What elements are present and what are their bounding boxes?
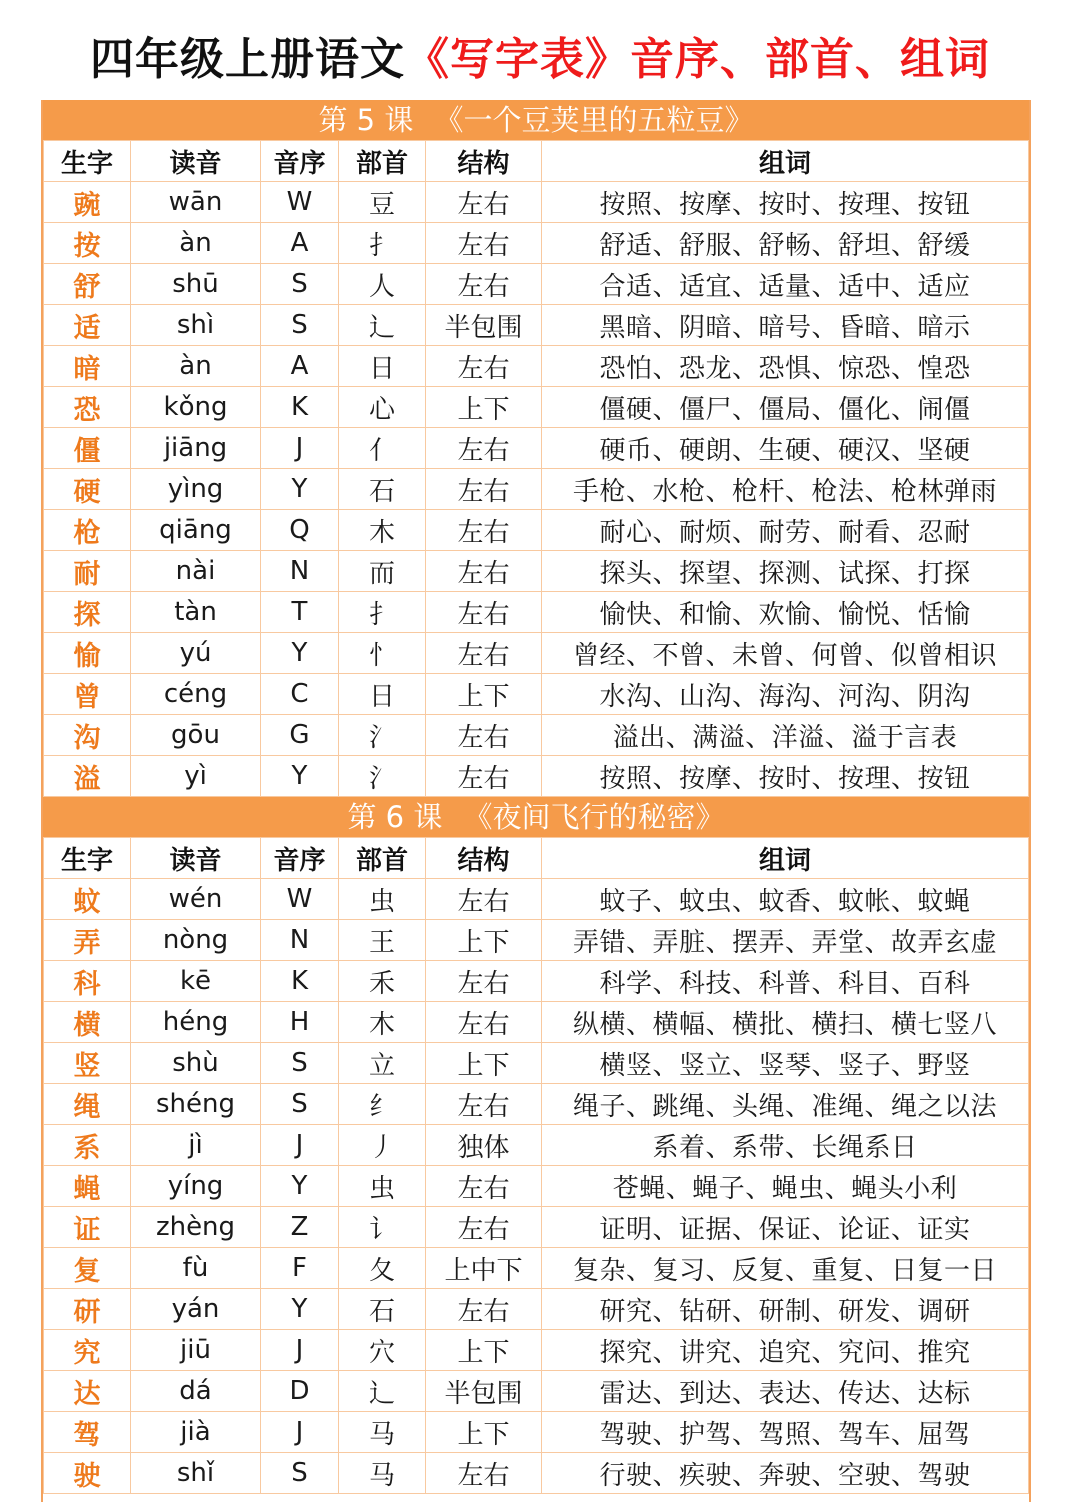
radical-cell: 石 (339, 1289, 426, 1330)
table-row (44, 346, 1029, 387)
table-row (44, 592, 1029, 633)
words-cell: 耐心、耐烦、耐劳、耐看、忍耐 (542, 510, 1029, 551)
table-row (44, 510, 1029, 551)
table-row (44, 1330, 1029, 1371)
initial-cell: S (261, 264, 339, 305)
initial-cell: D (261, 1371, 339, 1412)
words-cell: 弄错、弄脏、摆弄、弄堂、故弄玄虚 (542, 920, 1029, 961)
header-pinyin: 读音 (131, 141, 261, 182)
lesson-6-rows (44, 879, 1029, 1494)
structure-cell: 左右 (426, 1166, 542, 1207)
char-cell: 究 (44, 1330, 131, 1371)
pinyin-cell: shì (131, 305, 261, 346)
pinyin-cell: àn (131, 346, 261, 387)
table-row (44, 469, 1029, 510)
table-row (44, 1207, 1029, 1248)
lesson-5-table (43, 140, 1029, 797)
words-cell: 苍蝇、蝇子、蝇虫、蝇头小利 (542, 1166, 1029, 1207)
structure-cell: 左右 (426, 1084, 542, 1125)
char-cell: 枪 (44, 510, 131, 551)
words-cell: 复杂、复习、反复、重复、日复一日 (542, 1248, 1029, 1289)
pinyin-cell: qiāng (131, 510, 261, 551)
words-cell: 硬币、硬朗、生硬、硬汉、坚硬 (542, 428, 1029, 469)
radical-cell: 扌 (339, 592, 426, 633)
header-radical: 部首 (339, 838, 426, 879)
initial-cell: A (261, 346, 339, 387)
table-row (44, 387, 1029, 428)
words-cell: 愉快、和愉、欢愉、愉悦、恬愉 (542, 592, 1029, 633)
char-cell: 按 (44, 223, 131, 264)
structure-cell: 左右 (426, 346, 542, 387)
words-cell: 水沟、山沟、海沟、河沟、阴沟 (542, 674, 1029, 715)
pinyin-cell: yíng (131, 1166, 261, 1207)
char-cell: 横 (44, 1002, 131, 1043)
char-cell: 蚊 (44, 879, 131, 920)
radical-cell: 禾 (339, 961, 426, 1002)
words-cell: 证明、证据、保证、论证、证实 (542, 1207, 1029, 1248)
initial-cell: T (261, 592, 339, 633)
table-row (44, 1371, 1029, 1412)
pinyin-cell: gōu (131, 715, 261, 756)
structure-cell: 半包围 (426, 1371, 542, 1412)
table-row (44, 182, 1029, 223)
pinyin-cell: céng (131, 674, 261, 715)
char-cell: 耐 (44, 551, 131, 592)
radical-cell: 丿 (339, 1125, 426, 1166)
header-radical: 部首 (339, 141, 426, 182)
title-subject: 《写字表》音序、部首、组词 (405, 34, 990, 85)
words-cell: 系着、系带、长绳系日 (542, 1125, 1029, 1166)
lesson-number: 第 6 课 (347, 800, 443, 834)
header-initial: 音序 (261, 141, 339, 182)
char-cell: 适 (44, 305, 131, 346)
radical-cell: 讠 (339, 1207, 426, 1248)
pinyin-cell: tàn (131, 592, 261, 633)
pinyin-cell: yú (131, 633, 261, 674)
initial-cell: J (261, 1330, 339, 1371)
lesson-text-title: 《一个豆荚里的五粒豆》 (434, 103, 754, 137)
pinyin-cell: wén (131, 879, 261, 920)
header-structure: 结构 (426, 141, 542, 182)
words-cell: 黑暗、阴暗、暗号、昏暗、暗示 (542, 305, 1029, 346)
pinyin-cell: yán (131, 1289, 261, 1330)
initial-cell: H (261, 1002, 339, 1043)
words-cell: 科学、科技、科普、科目、百科 (542, 961, 1029, 1002)
structure-cell: 左右 (426, 1289, 542, 1330)
radical-cell: 心 (339, 387, 426, 428)
initial-cell: N (261, 920, 339, 961)
table-row (44, 223, 1029, 264)
structure-cell: 上下 (426, 387, 542, 428)
pinyin-cell: kē (131, 961, 261, 1002)
char-cell: 弄 (44, 920, 131, 961)
table-row (44, 1412, 1029, 1453)
pinyin-cell: wān (131, 182, 261, 223)
pinyin-cell: héng (131, 1002, 261, 1043)
words-cell: 恐怕、恐龙、恐惧、惊恐、惶恐 (542, 346, 1029, 387)
char-cell: 驾 (44, 1412, 131, 1453)
initial-cell: F (261, 1248, 339, 1289)
initial-cell: W (261, 879, 339, 920)
radical-cell: 马 (339, 1412, 426, 1453)
radical-cell: 穴 (339, 1330, 426, 1371)
pinyin-cell: yìng (131, 469, 261, 510)
initial-cell: C (261, 674, 339, 715)
pinyin-cell: jì (131, 1125, 261, 1166)
pinyin-cell: zhèng (131, 1207, 261, 1248)
table-row (44, 715, 1029, 756)
table-row (44, 551, 1029, 592)
char-cell: 证 (44, 1207, 131, 1248)
table-row (44, 305, 1029, 346)
lesson-number: 第 5 课 (318, 103, 414, 137)
lesson-text-title: 《夜间飞行的秘密》 (463, 800, 725, 834)
pinyin-cell: shǐ (131, 1453, 261, 1494)
pinyin-cell: shéng (131, 1084, 261, 1125)
header-char: 生字 (44, 141, 131, 182)
lesson-6-header (43, 797, 1029, 837)
structure-cell: 左右 (426, 428, 542, 469)
table-row (44, 1125, 1029, 1166)
structure-cell: 左右 (426, 1207, 542, 1248)
initial-cell: S (261, 1043, 339, 1084)
pinyin-cell: fù (131, 1248, 261, 1289)
words-cell: 溢出、满溢、洋溢、溢于言表 (542, 715, 1029, 756)
pinyin-cell: àn (131, 223, 261, 264)
radical-cell: 亻 (339, 428, 426, 469)
radical-cell: 氵 (339, 715, 426, 756)
radical-cell: 马 (339, 1453, 426, 1494)
table-row (44, 920, 1029, 961)
pinyin-cell: shū (131, 264, 261, 305)
initial-cell: N (261, 551, 339, 592)
lesson-6-table (43, 837, 1029, 1494)
pinyin-cell: kǒng (131, 387, 261, 428)
char-cell: 暗 (44, 346, 131, 387)
radical-cell: 立 (339, 1043, 426, 1084)
header-words: 组词 (542, 141, 1029, 182)
initial-cell: Y (261, 1289, 339, 1330)
char-cell: 沟 (44, 715, 131, 756)
structure-cell: 左右 (426, 551, 542, 592)
structure-cell: 左右 (426, 633, 542, 674)
table-row (44, 1166, 1029, 1207)
char-cell: 复 (44, 1248, 131, 1289)
pinyin-cell: nài (131, 551, 261, 592)
table-row (44, 428, 1029, 469)
initial-cell: G (261, 715, 339, 756)
radical-cell: 石 (339, 469, 426, 510)
initial-cell: J (261, 428, 339, 469)
radical-cell: 而 (339, 551, 426, 592)
structure-cell: 左右 (426, 510, 542, 551)
initial-cell: J (261, 1125, 339, 1166)
words-cell: 纵横、横幅、横批、横扫、横七竖八 (542, 1002, 1029, 1043)
pinyin-cell: jià (131, 1412, 261, 1453)
structure-cell: 上中下 (426, 1248, 542, 1289)
pinyin-cell: dá (131, 1371, 261, 1412)
header-char: 生字 (44, 838, 131, 879)
pinyin-cell: nòng (131, 920, 261, 961)
initial-cell: Q (261, 510, 339, 551)
title-grade: 四年级上册语文 (90, 34, 405, 85)
page-title (0, 28, 1080, 92)
radical-cell: 扌 (339, 223, 426, 264)
initial-cell: S (261, 1084, 339, 1125)
structure-cell: 上下 (426, 1330, 542, 1371)
radical-cell: 辶 (339, 305, 426, 346)
radical-cell: 日 (339, 674, 426, 715)
char-cell: 绳 (44, 1084, 131, 1125)
initial-cell: Y (261, 633, 339, 674)
initial-cell: S (261, 305, 339, 346)
table-row (44, 1289, 1029, 1330)
structure-cell: 左右 (426, 1002, 542, 1043)
words-cell: 按照、按摩、按时、按理、按钮 (542, 756, 1029, 797)
initial-cell: Y (261, 756, 339, 797)
char-cell: 硬 (44, 469, 131, 510)
table-row (44, 756, 1029, 797)
column-header-row (44, 838, 1029, 879)
words-cell: 僵硬、僵尸、僵局、僵化、闹僵 (542, 387, 1029, 428)
char-cell: 竖 (44, 1043, 131, 1084)
radical-cell: 人 (339, 264, 426, 305)
radical-cell: 木 (339, 1002, 426, 1043)
radical-cell: 虫 (339, 1166, 426, 1207)
words-cell: 手枪、水枪、枪杆、枪法、枪林弹雨 (542, 469, 1029, 510)
initial-cell: A (261, 223, 339, 264)
radical-cell: 忄 (339, 633, 426, 674)
lesson-5-header (43, 100, 1029, 140)
pinyin-cell: jiāng (131, 428, 261, 469)
table-row (44, 633, 1029, 674)
pinyin-cell: yì (131, 756, 261, 797)
words-cell: 蚊子、蚊虫、蚊香、蚊帐、蚊蝇 (542, 879, 1029, 920)
column-header-row (44, 141, 1029, 182)
words-cell: 舒适、舒服、舒畅、舒坦、舒缓 (542, 223, 1029, 264)
table-row (44, 1043, 1029, 1084)
word-table-sheet (41, 100, 1031, 1502)
table-row (44, 674, 1029, 715)
initial-cell: Y (261, 469, 339, 510)
table-row (44, 1248, 1029, 1289)
table-row (44, 961, 1029, 1002)
char-cell: 达 (44, 1371, 131, 1412)
radical-cell: 日 (339, 346, 426, 387)
words-cell: 横竖、竖立、竖琴、竖子、野竖 (542, 1043, 1029, 1084)
structure-cell: 左右 (426, 756, 542, 797)
char-cell: 探 (44, 592, 131, 633)
words-cell: 绳子、跳绳、头绳、准绳、绳之以法 (542, 1084, 1029, 1125)
table-row (44, 1084, 1029, 1125)
structure-cell: 左右 (426, 182, 542, 223)
structure-cell: 左右 (426, 879, 542, 920)
initial-cell: W (261, 182, 339, 223)
radical-cell: 辶 (339, 1371, 426, 1412)
words-cell: 探究、讲究、追究、究问、推究 (542, 1330, 1029, 1371)
char-cell: 驶 (44, 1453, 131, 1494)
char-cell: 僵 (44, 428, 131, 469)
char-cell: 恐 (44, 387, 131, 428)
pinyin-cell: jiū (131, 1330, 261, 1371)
initial-cell: S (261, 1453, 339, 1494)
structure-cell: 左右 (426, 223, 542, 264)
char-cell: 愉 (44, 633, 131, 674)
char-cell: 舒 (44, 264, 131, 305)
radical-cell: 氵 (339, 756, 426, 797)
words-cell: 研究、钻研、研制、研发、调研 (542, 1289, 1029, 1330)
header-words: 组词 (542, 838, 1029, 879)
words-cell: 雷达、到达、表达、传达、达标 (542, 1371, 1029, 1412)
char-cell: 科 (44, 961, 131, 1002)
initial-cell: Z (261, 1207, 339, 1248)
table-row (44, 1453, 1029, 1494)
initial-cell: J (261, 1412, 339, 1453)
char-cell: 溢 (44, 756, 131, 797)
structure-cell: 左右 (426, 264, 542, 305)
initial-cell: K (261, 961, 339, 1002)
initial-cell: Y (261, 1166, 339, 1207)
radical-cell: 豆 (339, 182, 426, 223)
table-row (44, 879, 1029, 920)
structure-cell: 左右 (426, 1453, 542, 1494)
table-row (44, 1002, 1029, 1043)
pinyin-cell: shù (131, 1043, 261, 1084)
table-row (44, 264, 1029, 305)
structure-cell: 左右 (426, 715, 542, 756)
initial-cell: K (261, 387, 339, 428)
words-cell: 曾经、不曾、未曾、何曾、似曾相识 (542, 633, 1029, 674)
structure-cell: 左右 (426, 469, 542, 510)
header-pinyin: 读音 (131, 838, 261, 879)
words-cell: 探头、探望、探测、试探、打探 (542, 551, 1029, 592)
structure-cell: 上下 (426, 1412, 542, 1453)
structure-cell: 上下 (426, 674, 542, 715)
words-cell: 合适、适宜、适量、适中、适应 (542, 264, 1029, 305)
header-initial: 音序 (261, 838, 339, 879)
words-cell: 按照、按摩、按时、按理、按钮 (542, 182, 1029, 223)
char-cell: 曾 (44, 674, 131, 715)
words-cell: 驾驶、护驾、驾照、驾车、屈驾 (542, 1412, 1029, 1453)
lesson-5-rows (44, 182, 1029, 797)
char-cell: 蝇 (44, 1166, 131, 1207)
char-cell: 系 (44, 1125, 131, 1166)
structure-cell: 上下 (426, 920, 542, 961)
char-cell: 研 (44, 1289, 131, 1330)
radical-cell: 纟 (339, 1084, 426, 1125)
radical-cell: 虫 (339, 879, 426, 920)
words-cell: 行驶、疾驶、奔驶、空驶、驾驶 (542, 1453, 1029, 1494)
radical-cell: 木 (339, 510, 426, 551)
structure-cell: 上下 (426, 1043, 542, 1084)
char-cell: 豌 (44, 182, 131, 223)
radical-cell: 王 (339, 920, 426, 961)
structure-cell: 独体 (426, 1125, 542, 1166)
radical-cell: 夂 (339, 1248, 426, 1289)
header-structure: 结构 (426, 838, 542, 879)
structure-cell: 半包围 (426, 305, 542, 346)
structure-cell: 左右 (426, 961, 542, 1002)
structure-cell: 左右 (426, 592, 542, 633)
